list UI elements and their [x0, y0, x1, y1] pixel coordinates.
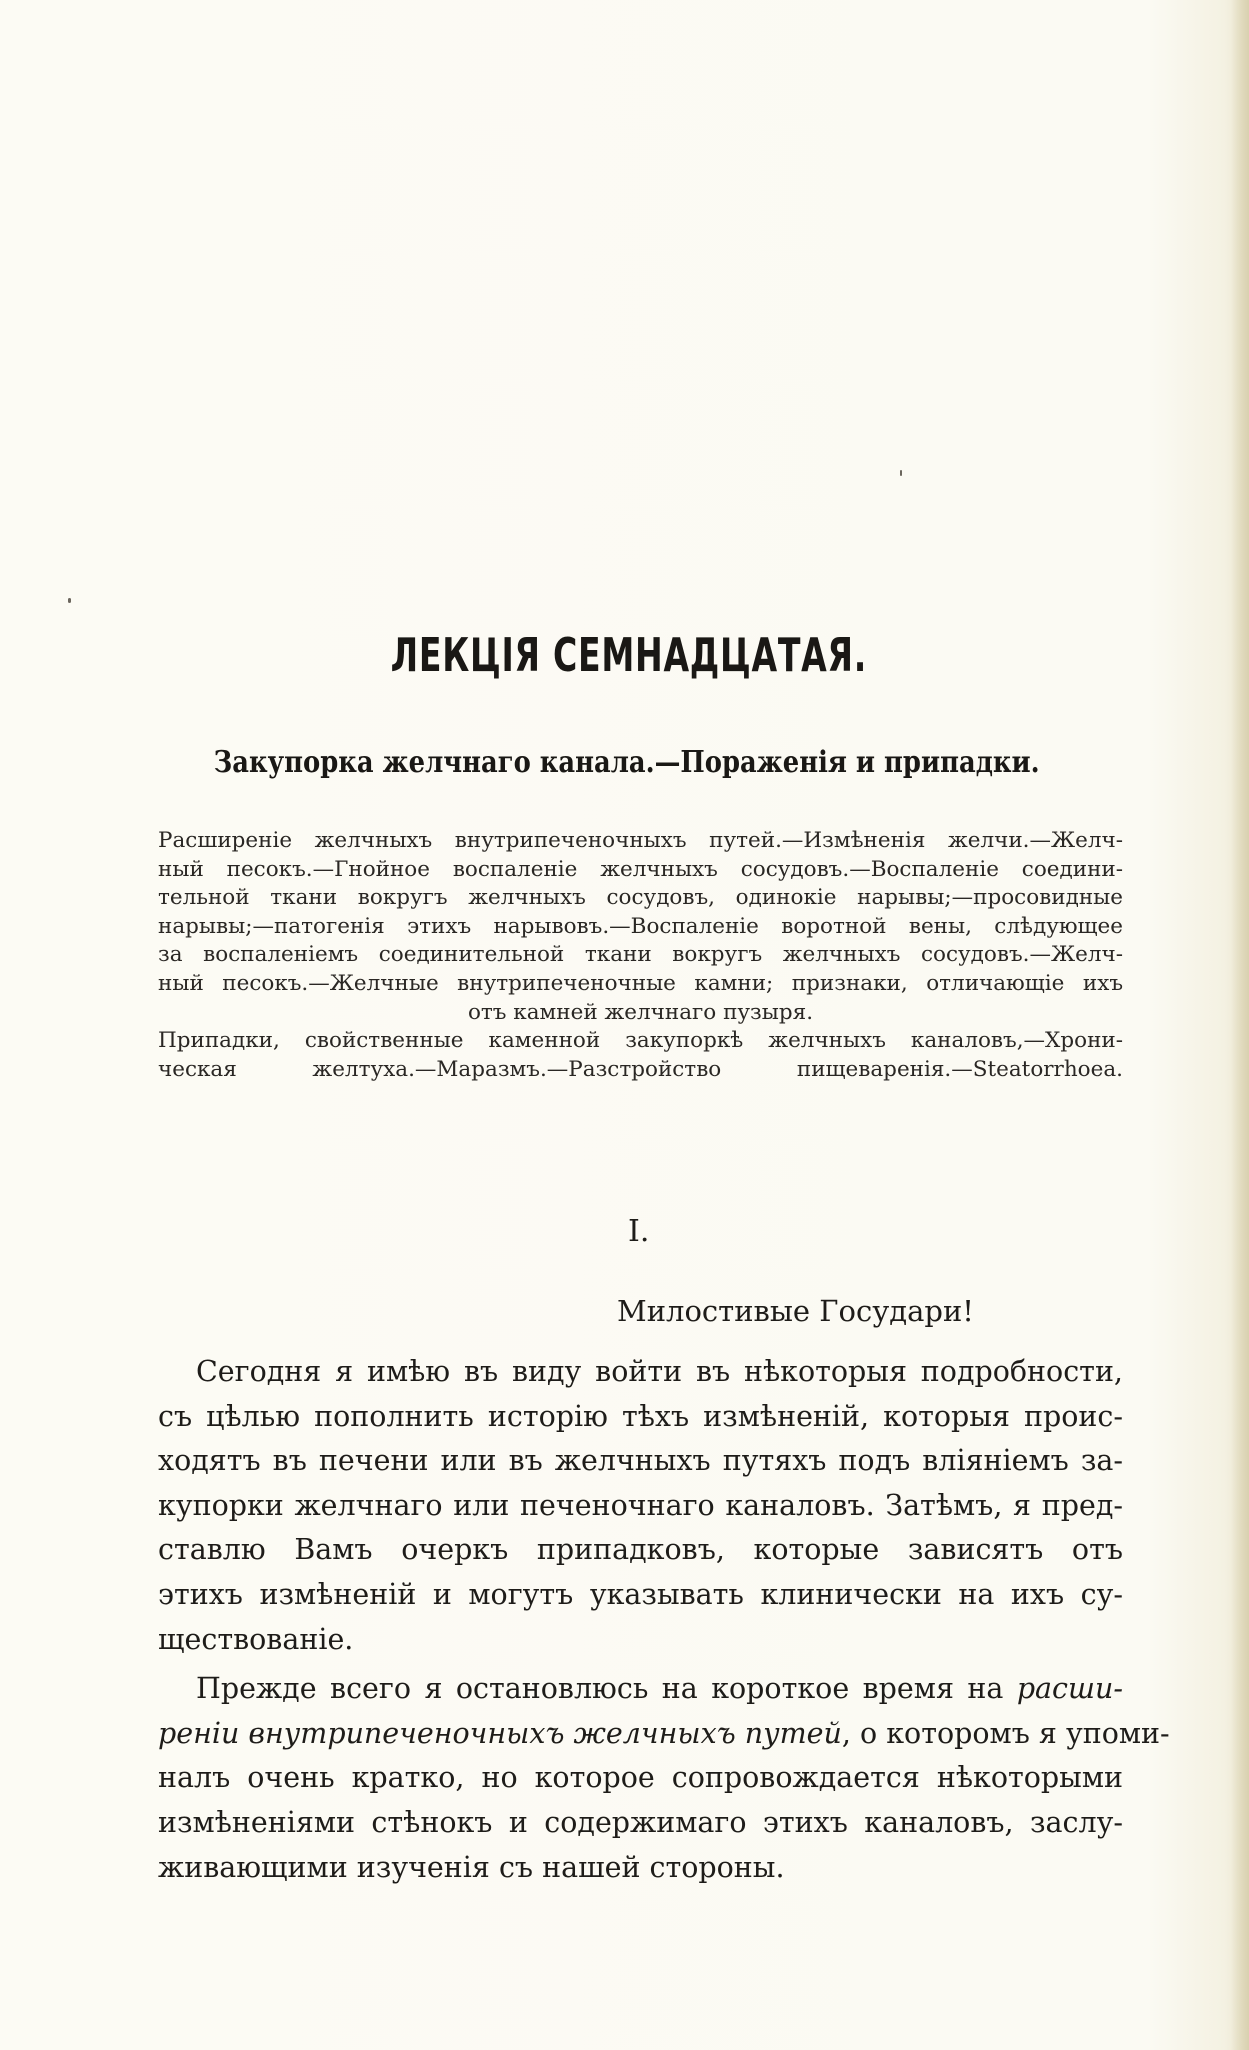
- summary-line: Расширеніе желчныхъ внутрипеченочныхъ путей.—Измѣненія желчи.—Желч-: [158, 828, 1123, 853]
- italic-text: расши-: [1016, 1672, 1123, 1706]
- summary-line: тельной ткани вокругъ желчныхъ сосудовъ, одинокіе нарывы;—просовидные: [158, 885, 1123, 911]
- paragraph-line: налъ очень кратко, но которое сопровождается нѣкоторыми: [158, 1761, 1123, 1795]
- paragraph-line: [158, 1667, 1123, 1712]
- plain-text: Прежде всего я остановлюсь на короткое время на: [196, 1672, 1017, 1706]
- summary-line: за воспаленіемъ соединительной ткани вокругъ желчныхъ сосудовъ.—Желч-: [158, 942, 1123, 968]
- italic-text: реніи внутрипеченочныхъ желчныхъ путей: [158, 1716, 842, 1750]
- paragraph-line: съ цѣлью пополнить исторію тѣхъ измѣненій, которыя проис-: [158, 1399, 1123, 1433]
- lecture-title: ЛЕКЦІЯ СЕМНАДЦАТАЯ.: [390, 628, 868, 682]
- plain-text: , о которомъ я упоми-: [841, 1716, 1170, 1750]
- paragraph-line: [158, 1712, 1170, 1757]
- summary-line: нарывы;—патогенія этихъ нарывовъ.—Воспаленіе воротной вены, слѣдующее: [158, 913, 1123, 939]
- summary-line: ный песокъ.—Гнойное воспаленіе желчныхъ сосудовъ.—Воспаленіе соедини-: [158, 856, 1123, 882]
- salutation: Милостивые Государи!: [617, 1294, 974, 1328]
- paragraph-line: этихъ измѣненій и могутъ указывать клинически на ихъ су-: [158, 1577, 1123, 1611]
- summary-line: Припадки, свойственные каменной закупоркѣ желчныхъ каналовъ,—Хрони-: [158, 1028, 1123, 1054]
- summary-line: ческая желтуха.—Маразмъ.—Разстройство пищеваренія.—Steatorrhoea.: [158, 1056, 1123, 1082]
- section-number: I.: [628, 1214, 650, 1249]
- ink-speck: [900, 470, 902, 476]
- summary-line: ный песокъ.—Желчные внутрипеченочные камни; признаки, отличающіе ихъ: [158, 970, 1123, 996]
- body-text: [158, 1350, 1170, 1890]
- lecture-subtitle: Закупорка желчнаго канала.—Пораженія и припадки.: [213, 745, 1040, 780]
- paragraph-line: ходятъ въ печени или въ желчныхъ путяхъ подъ вліяніемъ за-: [158, 1444, 1123, 1478]
- summary-line: отъ камней желчнаго пузыря.: [467, 999, 814, 1025]
- paragraph-line: ставлю Вамъ очеркъ припадковъ, которые зависятъ отъ: [158, 1533, 1123, 1567]
- ink-speck: [68, 598, 71, 603]
- paragraph-line: измѣненіями стѣнокъ и содержимаго этихъ каналовъ, заслу-: [158, 1805, 1123, 1839]
- paragraph-line: ществованіе.: [158, 1622, 354, 1656]
- paragraph-line: Сегодня я имѣю въ виду войти въ нѣкоторыя подробности,: [196, 1355, 1123, 1388]
- lecture-summary: [158, 827, 1123, 1084]
- page-edge-shadow: [1231, 0, 1249, 2050]
- paragraph-line: живающими изученія съ нашей стороны.: [158, 1850, 785, 1884]
- paragraph-line: купорки желчнаго или печеночнаго каналовъ. Затѣмъ, я пред-: [158, 1488, 1123, 1522]
